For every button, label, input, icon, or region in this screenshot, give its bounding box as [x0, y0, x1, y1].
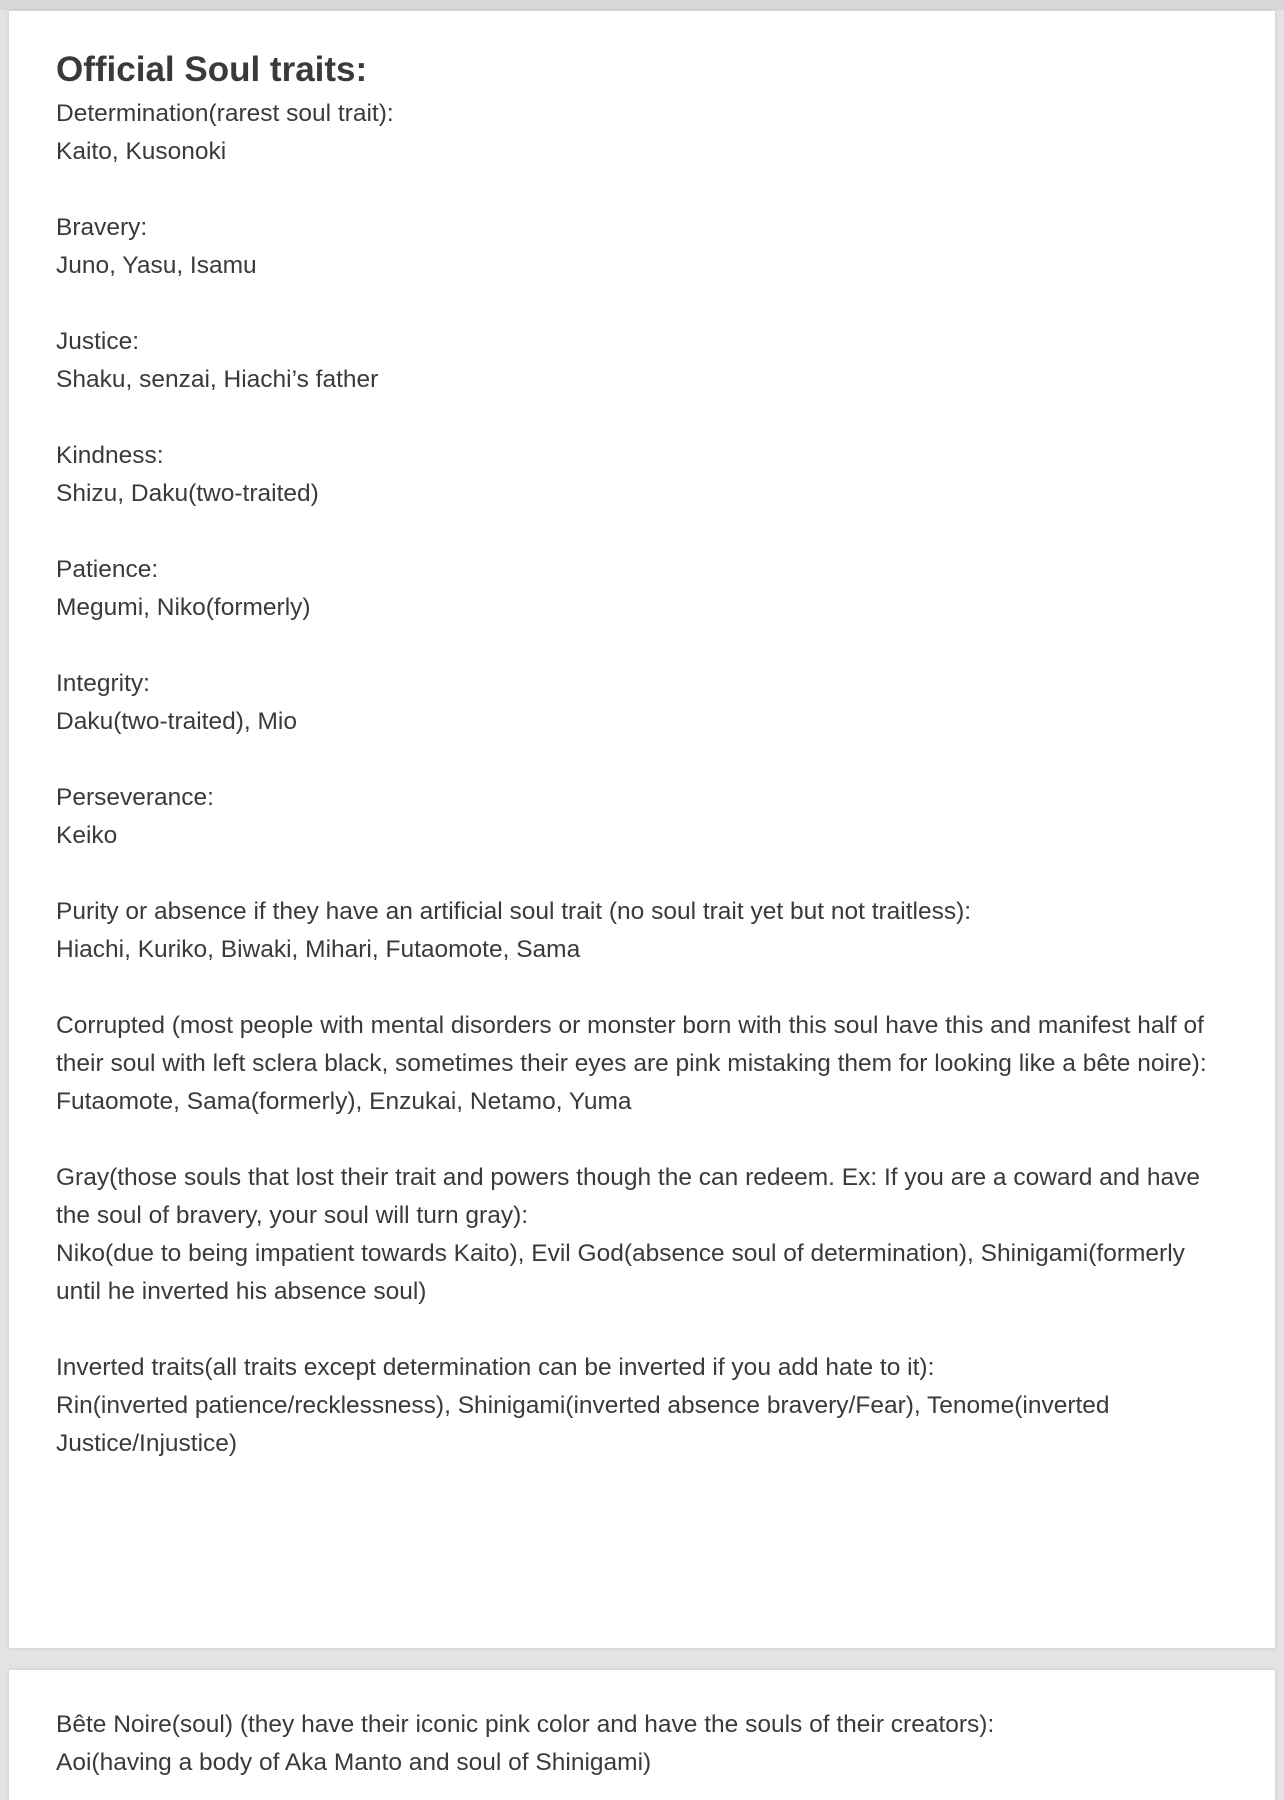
trait-members: Keiko [56, 822, 118, 849]
trait-heading: Perseverance: [56, 784, 214, 811]
trait-section-determination [56, 95, 1235, 171]
note-body-continued[interactable] [9, 1670, 1275, 1782]
trait-section-bete-noire [56, 1706, 1235, 1782]
trait-members: Rin(inverted patience/recklessness), Shinigami(inverted absence bravery/Fear), Tenome(inverted Justice/Injustice) [56, 1392, 1110, 1457]
trait-heading: Inverted traits(all traits except determination can be inverted if you add hate to it): [56, 1354, 935, 1381]
trait-members: Daku(two-traited), Mio [56, 708, 297, 735]
trait-members: Juno, Yasu, Isamu [56, 252, 257, 279]
trait-members: Niko(due to being impatient towards Kaito), Evil God(absence soul of determination), Shinigami(formerly until he inverted his absence soul) [56, 1240, 1185, 1305]
trait-section-justice [56, 323, 1235, 399]
trait-heading: Corrupted (most people with mental disorders or monster born with this soul have this and manifest half of their soul with left sclera black, sometimes their eyes are pink mistaking them for looking like a bête noire): [56, 1012, 1207, 1077]
trait-section-perseverance [56, 779, 1235, 855]
trait-heading: Kindness: [56, 442, 164, 469]
trait-heading: Determination(rarest soul trait): [56, 100, 394, 127]
trait-section-integrity [56, 665, 1235, 741]
trait-section-bravery [56, 209, 1235, 285]
note-card-continued[interactable] [9, 1670, 1275, 1800]
trait-heading: Patience: [56, 556, 159, 583]
trait-members: Aoi(having a body of Aka Manto and soul of Shinigami) [56, 1749, 652, 1776]
trait-section-kindness [56, 437, 1235, 513]
trait-section-inverted [56, 1349, 1235, 1463]
trait-members: Shizu, Daku(two-traited) [56, 480, 319, 507]
trait-section-patience [56, 551, 1235, 627]
trait-section-corrupted [56, 1007, 1235, 1121]
trait-members: Megumi, Niko(formerly) [56, 594, 311, 621]
trait-members: Futaomote, Sama(formerly), Enzukai, Netamo, Yuma [56, 1088, 632, 1115]
trait-heading: Purity or absence if they have an artificial soul trait (no soul trait yet but not traitless): [56, 898, 972, 925]
trait-members: Hiachi, Kuriko, Biwaki, Mihari, Futaomote, Sama [56, 936, 581, 963]
trait-heading: Bravery: [56, 214, 148, 241]
trait-section-gray [56, 1159, 1235, 1311]
window-top-strip [0, 0, 1284, 10]
trait-members: Shaku, senzai, Hiachi’s father [56, 366, 379, 393]
trait-heading: Gray(those souls that lost their trait and powers though the can redeem. Ex: If you are a coward and have the soul of bravery, your soul will turn gray): [56, 1164, 1200, 1229]
note-card[interactable] [9, 11, 1275, 1648]
trait-section-purity [56, 893, 1235, 969]
trait-heading: Bête Noire(soul) (they have their iconic pink color and have the souls of their creators): [56, 1711, 995, 1738]
trait-heading: Justice: [56, 328, 140, 355]
note-body[interactable] [9, 11, 1275, 1463]
trait-members: Kaito, Kusonoki [56, 138, 227, 165]
trait-heading: Integrity: [56, 670, 150, 697]
note-title: Official Soul traits: [56, 50, 368, 89]
